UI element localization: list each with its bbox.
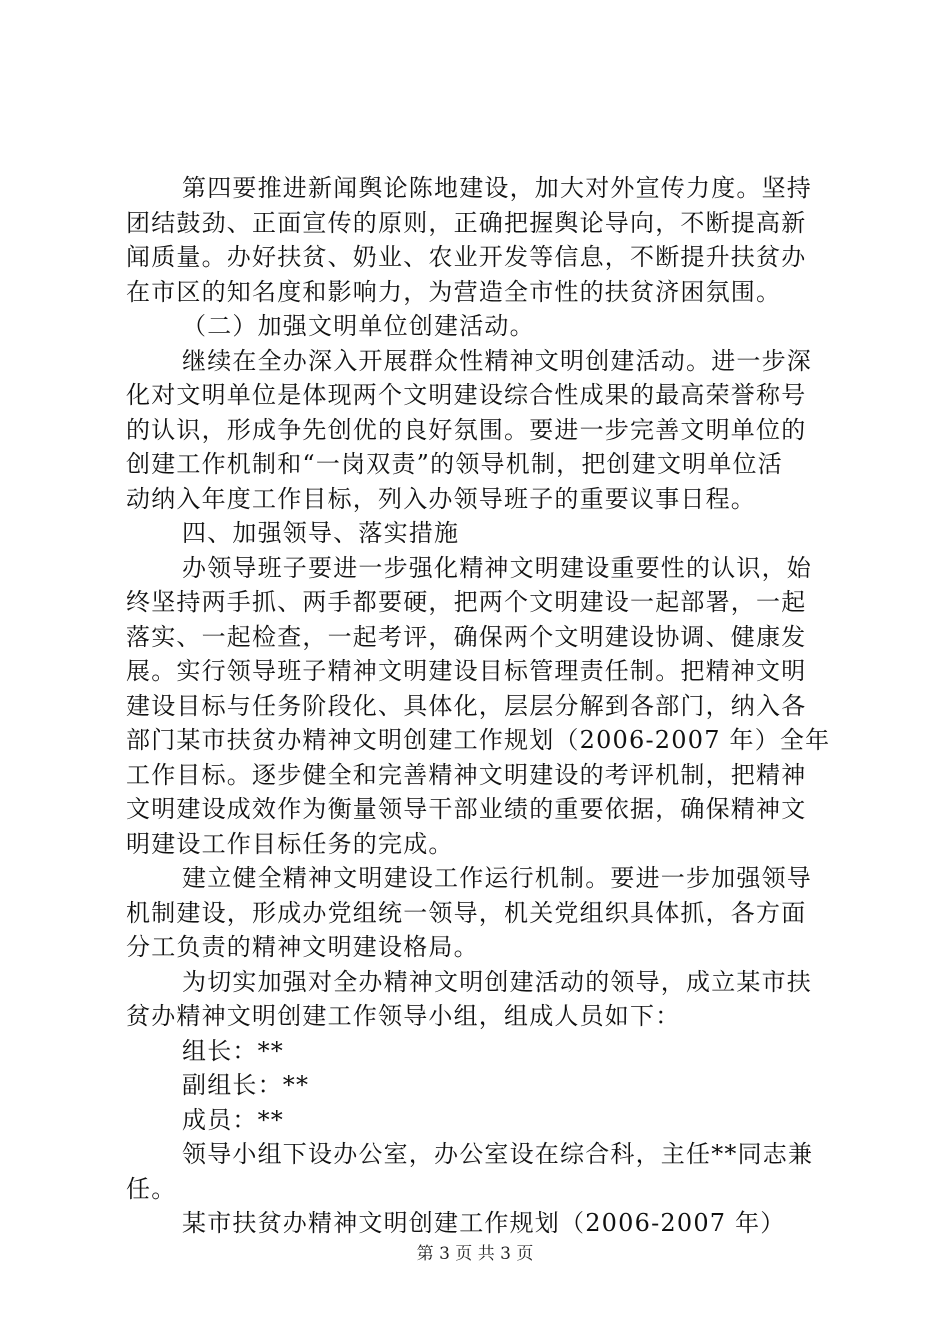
text-line: 某市扶贫办精神文明创建工作规划（2006-2007 年）	[182, 1209, 786, 1237]
text-line: 副组长：**	[182, 1071, 310, 1099]
text-line: 的认识，形成争先创优的良好氛围。要进一步完善文明单位的	[126, 415, 807, 444]
text-line: 办领导班子要进一步强化精神文明建设重要性的认识，始	[182, 553, 812, 582]
text-line: 成员：**	[182, 1105, 284, 1134]
text-line: 为切实加强对全办精神文明创建活动的领导，成立某市扶	[182, 967, 812, 996]
text-line: 落实、一起检查，一起考评，确保两个文明建设协调、健康发	[126, 622, 807, 651]
text-line: 贫办精神文明创建工作领导小组，组成人员如下：	[126, 1002, 681, 1030]
text-line: 分工负责的精神文明建设格局。	[126, 933, 479, 961]
text-line: 明建设工作目标任务的完成。	[126, 829, 454, 858]
text-line: 文明建设成效作为衡量领导干部业绩的重要依据，确保精神文	[126, 795, 807, 823]
text-line: 领导小组下设办公室，办公室设在综合科，主任**同志兼	[182, 1140, 814, 1168]
text-line: 工作目标。逐步健全和完善精神文明建设的考评机制，把精神	[126, 760, 807, 789]
document-body	[126, 171, 831, 1241]
text-line: 组长：**	[182, 1036, 284, 1065]
text-line: 部门某市扶贫办精神文明创建工作规划（2006-2007 年）全年	[126, 726, 831, 754]
text-line: 建立健全精神文明建设工作运行机制。要进一步加强领导	[182, 864, 812, 892]
text-line: 展。实行领导班子精神文明建设目标管理责任制。把精神文明	[126, 657, 807, 685]
text-line: 四、加强领导、落实措施	[182, 519, 460, 547]
text-line: 继续在全办深入开展群众性精神文明创建活动。进一步深	[182, 346, 812, 375]
text-line: 建设目标与任务阶段化、具体化，层层分解到各部门，纳入各	[126, 691, 807, 720]
text-line: 在市区的知名度和影响力，为营造全市性的扶贫济困氛围。	[126, 277, 782, 306]
text-line: 化对文明单位是体现两个文明建设综合性成果的最高荣誉称号	[126, 381, 807, 409]
text-line: 终坚持两手抓、两手都要硬，把两个文明建设一起部署，一起	[126, 588, 807, 616]
text-line: 团结鼓劲、正面宣传的原则，正确把握舆论导向，不断提高新	[126, 208, 807, 237]
text-line: 任。	[126, 1174, 177, 1203]
page-number-footer: 第 3 页 共 3 页	[416, 1244, 534, 1264]
text-line: 闻质量。办好扶贫、奶业、农业开发等信息，不断提升扶贫办	[126, 243, 807, 271]
text-line: 动纳入年度工作目标，列入办领导班子的重要议事日程。	[126, 484, 756, 513]
text-line: 创建工作机制和“一岗双责”的领导机制，把创建文明单位活	[126, 450, 783, 478]
text-line: 第四要推进新闻舆论陈地建设，加大对外宣传力度。坚持	[182, 174, 812, 202]
text-line: （二）加强文明单位创建活动。	[182, 312, 535, 340]
text-line: 机制建设，形成办党组统一领导，机关党组织具体抓，各方面	[126, 898, 807, 927]
